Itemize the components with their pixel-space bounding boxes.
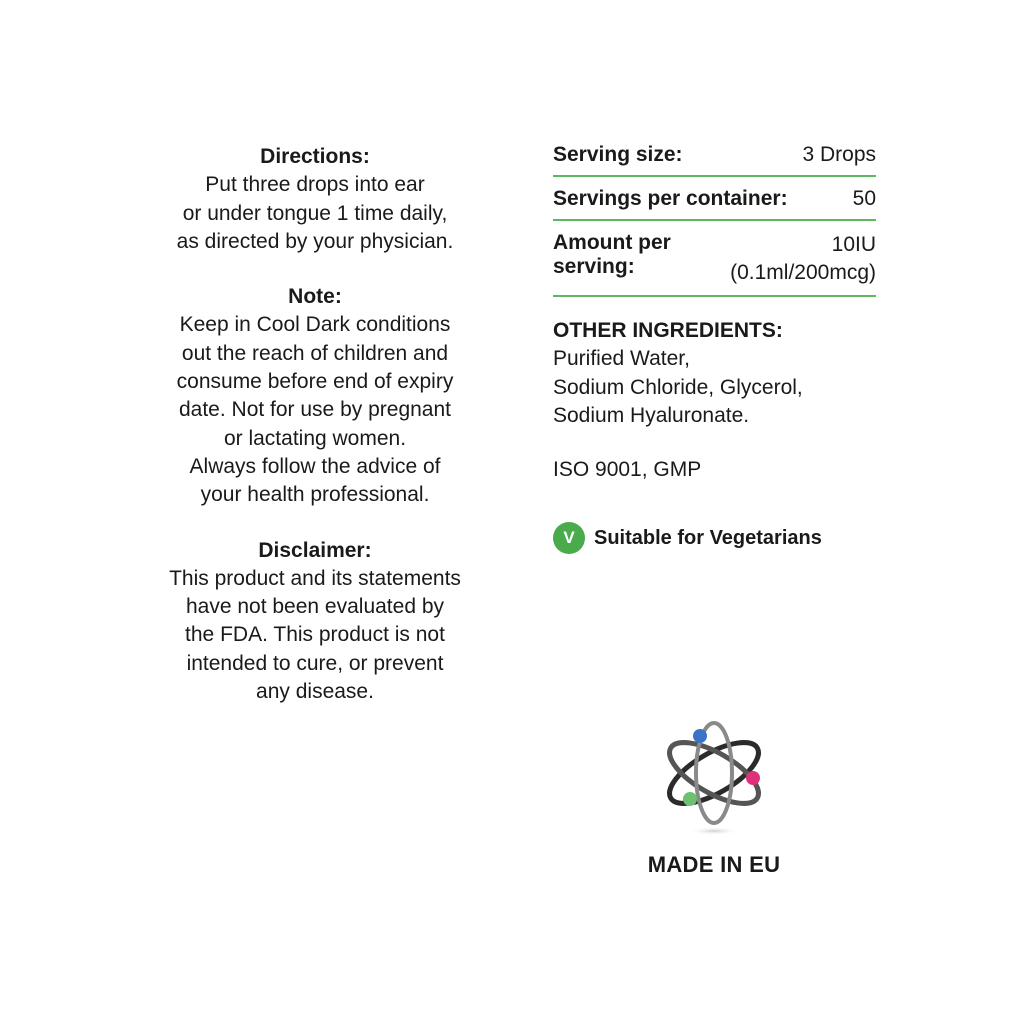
amount-label: Amount per serving: <box>553 231 671 278</box>
note-section <box>140 283 490 509</box>
serving-size-value: 3 Drops <box>802 143 876 166</box>
serving-size-row <box>553 141 876 177</box>
directions-line: as directed by your physician. <box>176 229 454 253</box>
ingredients-title: OTHER INGREDIENTS: <box>553 319 783 342</box>
ingredient-line: Sodium Chloride, Glycerol, <box>553 375 803 399</box>
other-ingredients <box>553 317 876 430</box>
directions-title: Directions: <box>260 145 370 168</box>
note-line: Keep in Cool Dark conditions <box>179 313 451 337</box>
amount-per-serving-row <box>553 229 876 297</box>
ingredient-line: Purified Water, <box>553 347 690 371</box>
directions-line: Put three drops into ear <box>205 173 425 197</box>
atom-electron-green <box>683 792 697 806</box>
servings-label: Servings per container: <box>553 187 788 210</box>
disclaimer-section <box>140 537 490 707</box>
disclaimer-line: the FDA. This product is not <box>185 623 445 647</box>
atom-electron-blue <box>693 729 707 743</box>
vegetarian-v-icon: V <box>553 522 585 554</box>
disclaimer-line: This product and its statements <box>169 566 461 590</box>
directions-line: or under tongue 1 time daily, <box>182 201 448 225</box>
note-line: your health professional. <box>200 483 430 507</box>
disclaimer-line: have not been evaluated by <box>185 595 445 619</box>
servings-per-container-row <box>553 185 876 221</box>
note-line: consume before end of expiry <box>176 370 454 394</box>
note-line: or lactating women. <box>223 426 407 450</box>
servings-value: 50 <box>852 187 876 210</box>
certifications: ISO 9001, GMP <box>553 458 702 482</box>
directions-section <box>140 143 490 256</box>
amount-value-block <box>730 231 876 287</box>
right-column <box>553 141 876 554</box>
vegetarian-badge-row <box>553 522 876 554</box>
amount-value: 10IU <box>831 233 876 256</box>
note-line: Always follow the advice of <box>189 454 441 478</box>
atom-shadow <box>688 827 740 835</box>
ingredient-line: Sodium Hyaluronate. <box>553 403 750 427</box>
serving-size-label: Serving size: <box>553 143 683 166</box>
amount-value-detail: (0.1ml/200mcg) <box>730 261 876 284</box>
disclaimer-line: intended to cure, or prevent <box>186 651 444 675</box>
note-title: Note: <box>288 285 342 309</box>
note-line: out the reach of children and <box>181 341 449 365</box>
left-column <box>140 143 490 733</box>
atom-icon <box>650 705 778 845</box>
note-line: date. Not for use by pregnant <box>178 398 451 422</box>
made-in-eu: MADE IN EU <box>647 852 781 877</box>
disclaimer-line: any disease. <box>256 680 374 704</box>
atom-electron-pink <box>746 771 760 785</box>
disclaimer-title: Disclaimer: <box>258 538 372 562</box>
vegetarian-text: Suitable for Vegetarians <box>594 526 822 549</box>
